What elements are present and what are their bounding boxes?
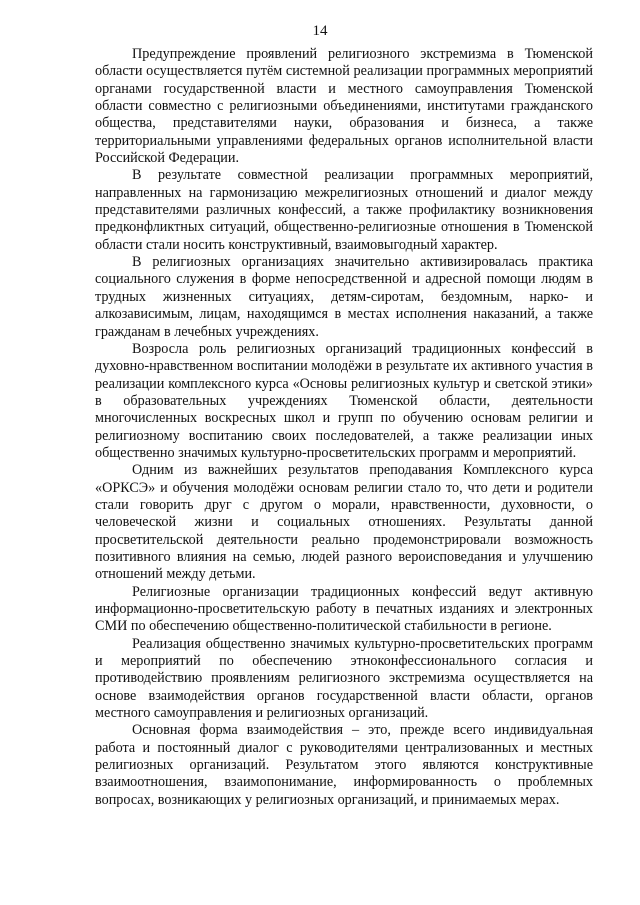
paragraph-media-work: Религиозные организации традиционных конфессий ведут активную информационно-просветительскую работу в печатных изданиях и электронных СМИ по обеспечению общественно-политической стабильности в регионе. — [95, 583, 593, 635]
document-body — [95, 46, 593, 809]
paragraph-social-service: В религиозных организациях значительно активизировалась практика социального служения в форме непосредственной и адресной помощи людям в трудных жизненных ситуациях, детям-сиротам, бездомным, нарко- и алкозависимым, лицам, находящимся в местах исполнения наказаний, а также гражданам в лечебных учреждениях. — [95, 254, 593, 340]
paragraph-youth-education: Возросла роль религиозных организаций традиционных конфессий в духовно-нравственном воспитании молодёжи в результате их активного участия в реализации комплексного курса «Основы религиозных культур и светской этики» в образовательных учреждениях Тюменской области, деятельности многочисленных воскресных школ и групп по обучению основам религии и религиозному воспитанию своих последователей, а также реализации иных общественно значимых культурно-просветительских программ и мероприятий. — [95, 340, 593, 461]
paragraph-extremism-prevention: Предупреждение проявлений религиозного экстремизма в Тюменской области осуществляется путём системной реализации программных мероприятий органами государственной власти и местного самоуправления Тюменской области совместно с религиозными объединениями, институтами гражданского общества, представителями науки, образования и бизнеса, а также территориальными управлениями федеральных органов исполнительной власти Российской Федерации. — [95, 46, 593, 167]
paragraph-interreligious-relations: В результате совместной реализации программных мероприятий, направленных на гармонизацию межрелигиозных отношений и диалог между представителями различных конфессий, а также профилактику возникновения предконфликтных ситуаций, общественно-религиозные отношения в Тюменской области стали носить конструктивный, взаимовыгодный характер. — [95, 167, 593, 253]
paragraph-orkse-results: Одним из важнейших результатов преподавания Комплексного курса «ОРКСЭ» и обучения молодёжи основам религии стало то, что дети и родители стали говорить друг с другом о морали, нравственности, духовности, о человеческой жизни и социальных отношениях. Результаты данной просветительской деятельности реально продемонстрировали возможность позитивного влияния на семью, людей разного вероисповедания и улучшению отношений между детьми. — [95, 462, 593, 583]
paragraph-interaction-form: Основная форма взаимодействия – это, прежде всего индивидуальная работа и постоянный диалог с руководителями централизованных и местных религиозных организаций. Результатом этого являются конструктивные взаимоотношения, взаимопонимание, информированность о проблемных вопросах, возникающих у религиозных организаций, и принимаемых мерах. — [95, 722, 593, 808]
paragraph-programs-implementation: Реализация общественно значимых культурно-просветительских программ и мероприятий по обеспечению этноконфессионального согласия и противодействию проявлениям религиозного экстремизма осуществляется на основе взаимодействия органов государственной власти области, органов местного самоуправления и религиозных организаций. — [95, 635, 593, 722]
page-number: 14 — [312, 23, 328, 39]
